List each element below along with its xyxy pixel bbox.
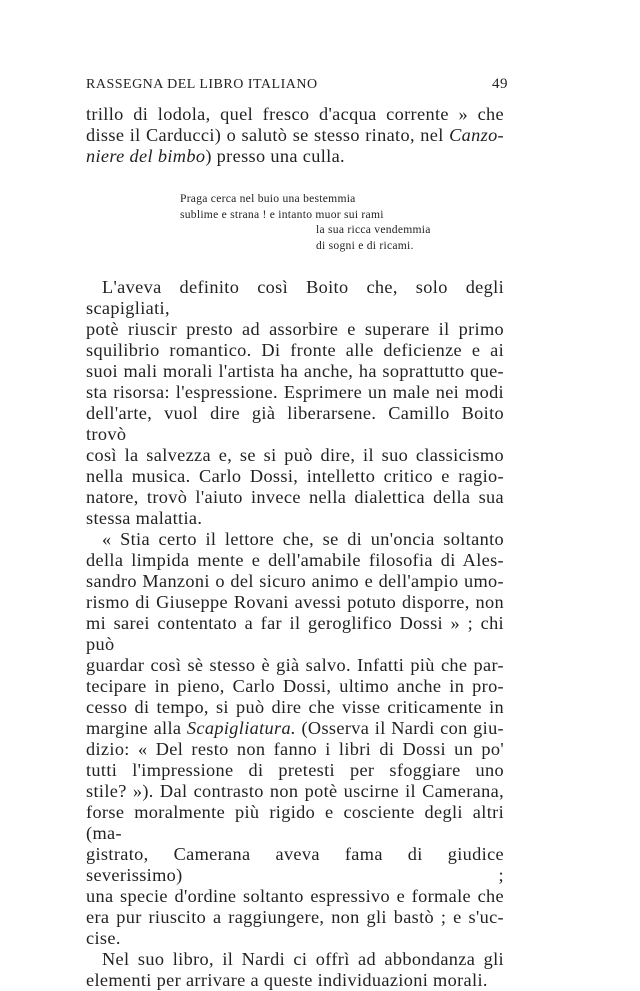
text-line: margine alla Scapigliatura. (Osserva il Nardi con giu- xyxy=(86,718,504,738)
text-line: natore, trovò l'aiuto invece nella dialettica della sua xyxy=(86,487,504,507)
text-line: stessa malattia. xyxy=(86,508,203,528)
paragraph-boito xyxy=(86,277,504,529)
verse-line: la sua ricca vendemmia xyxy=(316,223,431,236)
text-line: della limpida mente e dell'amabile filosofia di Ales- xyxy=(86,550,504,570)
text-line: nella musica. Carlo Dossi, intelletto critico e ragio- xyxy=(86,466,504,486)
verse-line: Praga cerca nel buio una bestemmia xyxy=(180,192,356,205)
text-line: disse il Carducci) o salutò se stesso rinato, nel Canzo- xyxy=(86,125,504,145)
text-line: « Stia certo il lettore che, se di un'oncia soltanto xyxy=(102,529,504,549)
text-line: sandro Manzoni o del sicuro animo e dell'ampio umo- xyxy=(86,571,504,591)
paragraph-nardi xyxy=(86,949,504,991)
text-line: stile? »). Dal contrasto non potè uscirne il Camerana, xyxy=(86,781,504,801)
text-line: potè riuscir presto ad assorbire e superare il primo xyxy=(86,319,504,339)
text-line: trillo di lodola, quel fresco d'acqua corrente » che xyxy=(86,104,504,124)
verse-line: sublime e strana ! e intanto muor sui rami xyxy=(180,207,384,221)
text-line: dell'arte, vuol dire già liberarsene. Camillo Boito trovò xyxy=(86,403,504,444)
paragraph-dossi xyxy=(86,529,504,949)
text-line: dizio: « Del resto non fanno i libri di Dossi un po' xyxy=(86,739,504,759)
text-line: Nel suo libro, il Nardi ci offrì ad abbondanza gli xyxy=(102,949,504,969)
text-line: elementi per arrivare a queste individuazioni morali. xyxy=(86,970,488,990)
text-line: sta risorsa: l'espressione. Esprimere un male nei modi xyxy=(86,382,504,402)
text-line: così la salvezza e, se si può dire, il suo classicismo xyxy=(86,445,504,465)
text-line: tecipare in pieno, Carlo Dossi, ultimo anche in pro- xyxy=(86,676,504,696)
text-line: squilibrio romantico. Di fronte alle deficienze e ai xyxy=(86,340,504,360)
text-line: forse moralmente più rigido e cosciente degli altri (ma- xyxy=(86,802,504,843)
text-line: tutti l'impressione di pretesti per sfoggiare uno xyxy=(86,760,504,780)
running-title: RASSEGNA DEL LIBRO ITALIANO xyxy=(86,77,318,92)
text-line: L'aveva definito così Boito che, solo degli scapigliati, xyxy=(86,277,504,318)
text-line: mi sarei contentato a far il geroglifico Dossi » ; chi può xyxy=(86,613,504,654)
page-number: 49 xyxy=(492,76,508,92)
text-line: suoi mali morali l'artista ha anche, ha soprattutto que- xyxy=(86,361,504,381)
text-line: niere del bimbo) presso una culla. xyxy=(86,146,345,166)
running-header xyxy=(86,76,508,98)
text-line: una specie d'ordine soltanto espressivo e formale che xyxy=(86,886,504,906)
text-line: gistrato, Camerana aveva fama di giudice severissimo) ; xyxy=(86,844,504,885)
verse-quotation xyxy=(180,191,448,253)
text-line: era pur riuscito a raggiungere, non gli bastò ; e s'uc- xyxy=(86,907,504,927)
text-line: cise. xyxy=(86,928,121,948)
verse-line: di sogni e di ricami. xyxy=(316,238,414,252)
page-body xyxy=(86,104,504,991)
continuation-paragraph xyxy=(86,104,504,167)
text-line: guardar così sè stesso è già salvo. Infatti più che par- xyxy=(86,655,504,675)
text-line: cesso di tempo, si può dire che visse criticamente in xyxy=(86,697,504,717)
text-line: rismo di Giuseppe Rovani avessi potuto disporre, non xyxy=(86,592,504,612)
